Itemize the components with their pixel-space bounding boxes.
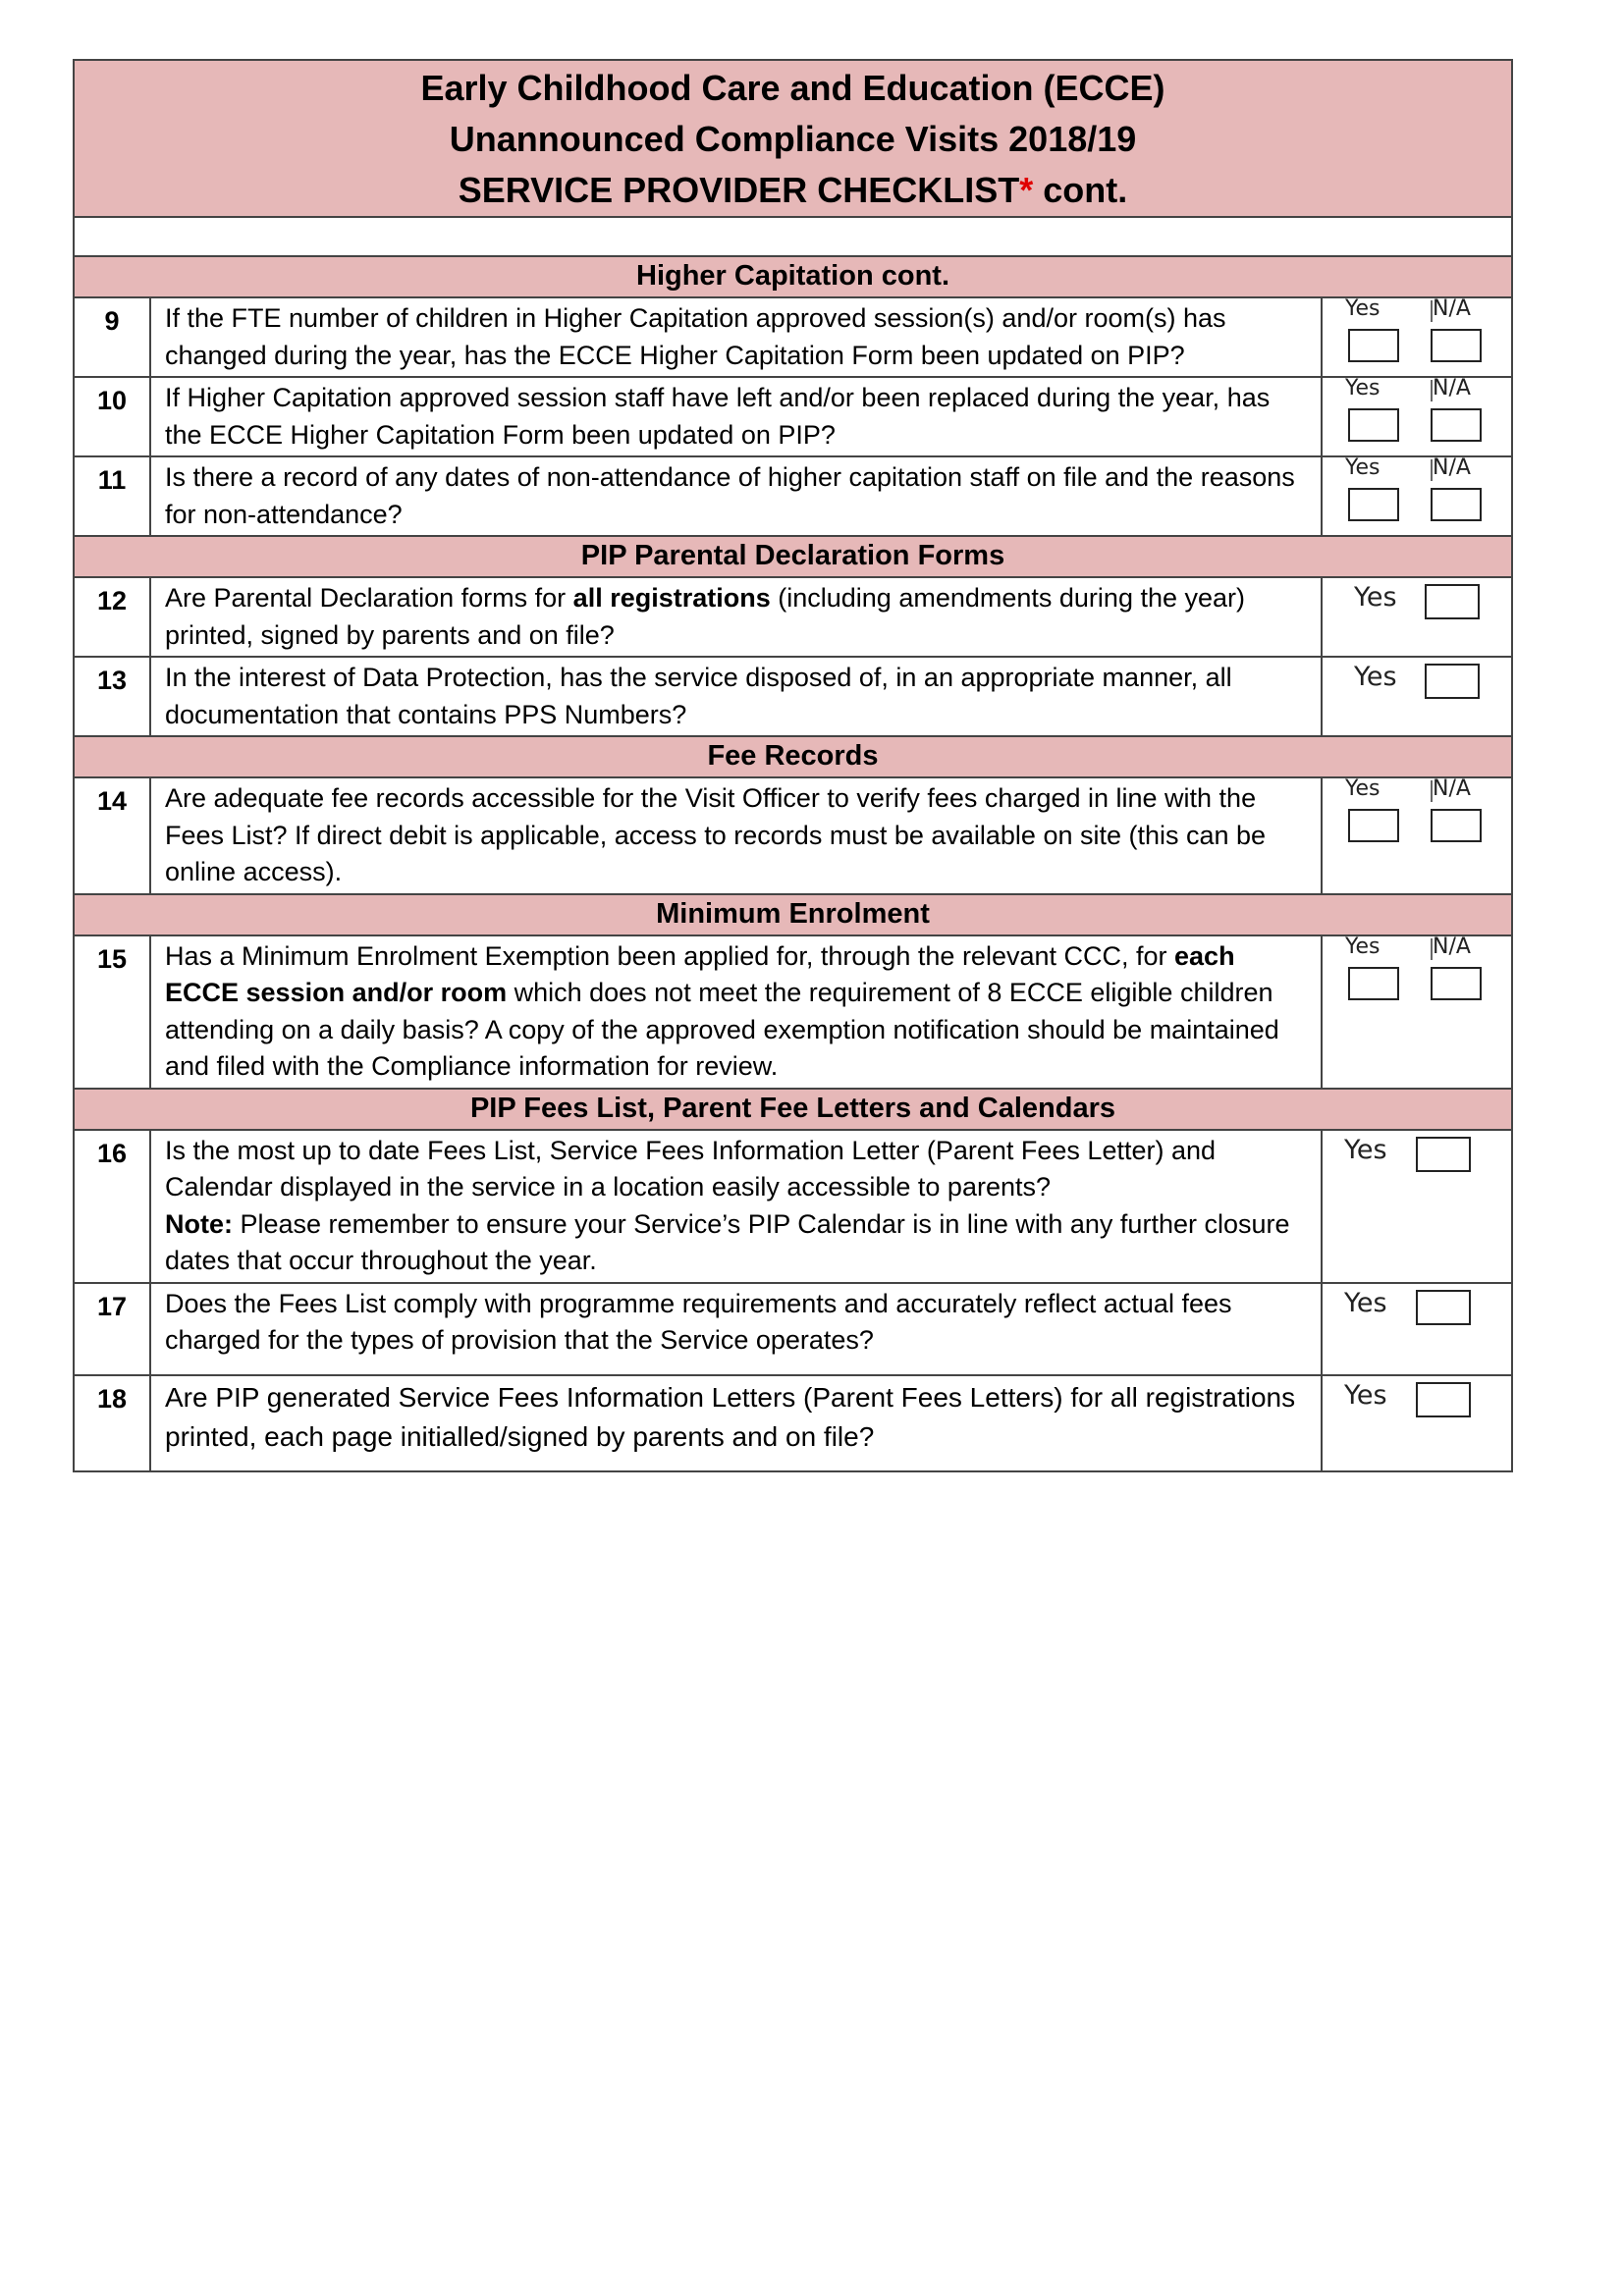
yes-label: Yes: [1345, 455, 1380, 480]
question-row-16: [74, 1130, 1512, 1283]
question-number: 12: [74, 577, 150, 657]
answer-cell: [1322, 657, 1512, 736]
title-row: [74, 60, 1512, 217]
answer-cell: [1322, 577, 1512, 657]
question-text-bold: all registrations: [572, 583, 771, 613]
na-label: N/A: [1433, 776, 1471, 801]
title-line-3-suffix: cont.: [1033, 170, 1128, 210]
answer-cell: [1322, 935, 1512, 1089]
question-text-part: Are Parental Declaration forms for: [165, 583, 573, 613]
yes-label: Yes: [1345, 934, 1380, 959]
question-text: Does the Fees List comply with programme requirements and accurately reflect actual fees charged for the types of provision that the Service operates?: [150, 1283, 1322, 1375]
na-checkbox[interactable]: [1431, 809, 1482, 842]
question-number: 15: [74, 935, 150, 1089]
question-row-14: [74, 777, 1512, 894]
yes-checkbox[interactable]: [1425, 664, 1480, 699]
na-label: N/A: [1433, 455, 1471, 480]
na-checkbox[interactable]: [1431, 329, 1482, 362]
yes-label: Yes: [1345, 296, 1380, 321]
question-text: Is there a record of any dates of non-attendance of higher capitation staff on file and the reasons for non-attendance?: [150, 456, 1322, 536]
yes-label: Yes: [1354, 582, 1397, 613]
title-asterisk: *: [1019, 170, 1034, 210]
question-number: 13: [74, 657, 150, 736]
question-row-15: [74, 935, 1512, 1089]
section-fee-records: Fee Records: [74, 736, 1512, 777]
section-row: [74, 736, 1512, 777]
question-number: 16: [74, 1130, 150, 1283]
yes-checkbox[interactable]: [1425, 584, 1480, 619]
answer-cell: [1322, 377, 1512, 456]
yes-checkbox[interactable]: [1416, 1382, 1471, 1417]
question-row-18: [74, 1375, 1512, 1471]
section-row: [74, 536, 1512, 577]
title-header: [74, 60, 1512, 217]
question-text-part: Has a Minimum Enrolment Exemption been applied for, through the relevant CCC, for: [165, 940, 1175, 971]
title-line-2: Unannounced Compliance Visits 2018/19: [449, 119, 1137, 159]
question-text: [150, 935, 1322, 1089]
section-higher-capitation: Higher Capitation cont.: [74, 256, 1512, 297]
answer-cell: [1322, 456, 1512, 536]
yes-checkbox[interactable]: [1348, 967, 1399, 1000]
answer-cell: [1322, 1375, 1512, 1471]
question-text: Are adequate fee records accessible for the Visit Officer to verify fees charged in line with the Fees List? If direct debit is applicable, access to records must be available on site (this can be online access).: [150, 777, 1322, 894]
section-minimum-enrolment: Minimum Enrolment: [74, 894, 1512, 935]
yes-checkbox[interactable]: [1348, 408, 1399, 442]
question-text-part: which does not meet the requirement of 8 ECCE eligible children attending on a daily basis? A copy of the approved exemption notification should be maintained and filed with the Compliance information for review.: [165, 978, 1279, 1081]
question-text: If the FTE number of children in Higher Capitation approved session(s) and/or room(s) has changed during the year, has the ECCE Higher Capitation Form been updated on PIP?: [150, 297, 1322, 377]
question-text-bold: each ECCE session and/or room: [165, 940, 1235, 1007]
note-text: Please remember to ensure your Service’s PIP Calendar is in line with any further closure dates that occur throughout the year.: [165, 1208, 1290, 1275]
question-number: 9: [74, 297, 150, 377]
title-line-3-main: SERVICE PROVIDER CHECKLIST: [458, 170, 1020, 210]
question-row-11: [74, 456, 1512, 536]
question-text: Are PIP generated Service Fees Information Letters (Parent Fees Letters) for all registrations printed, each page initialled/signed by parents and on file?: [150, 1375, 1322, 1471]
question-text-part: (including amendments during the year) printed, signed by parents and on file?: [165, 583, 1246, 650]
answer-cell: [1322, 1130, 1512, 1283]
na-checkbox[interactable]: [1431, 967, 1482, 1000]
section-row: [74, 894, 1512, 935]
section-pip-parental: PIP Parental Declaration Forms: [74, 536, 1512, 577]
question-row-12: [74, 577, 1512, 657]
na-label: N/A: [1433, 296, 1471, 321]
question-text: [150, 1130, 1322, 1283]
yes-label: Yes: [1344, 1379, 1387, 1411]
question-text: If Higher Capitation approved session staff have left and/or been replaced during the year, has the ECCE Higher Capitation Form been updated on PIP?: [150, 377, 1322, 456]
yes-checkbox[interactable]: [1348, 329, 1399, 362]
answer-cell: [1322, 777, 1512, 894]
question-row-13: [74, 657, 1512, 736]
yes-checkbox[interactable]: [1348, 488, 1399, 521]
answer-cell: [1322, 1283, 1512, 1375]
yes-label: Yes: [1344, 1134, 1387, 1165]
checklist-sheet: [73, 59, 1511, 1472]
question-row-17: [74, 1283, 1512, 1375]
question-text-part: Is the most up to date Fees List, Service Fees Information Letter (Parent Fees Letter) and Calendar displayed in the service in a location easily accessible to parents?: [165, 1135, 1217, 1201]
yes-label: Yes: [1345, 776, 1380, 801]
na-label: N/A: [1433, 376, 1471, 400]
question-number: 14: [74, 777, 150, 894]
question-number: 18: [74, 1375, 150, 1471]
blank-cell: [74, 217, 1512, 256]
yes-checkbox[interactable]: [1348, 809, 1399, 842]
yes-label: Yes: [1354, 662, 1397, 692]
yes-checkbox[interactable]: [1416, 1137, 1471, 1172]
title-line-3: [75, 165, 1511, 216]
section-row: [74, 256, 1512, 297]
yes-label: Yes: [1344, 1287, 1387, 1318]
question-row-10: [74, 377, 1512, 456]
section-row: [74, 1089, 1512, 1130]
question-text: [150, 577, 1322, 657]
yes-label: Yes: [1345, 376, 1380, 400]
answer-cell: [1322, 297, 1512, 377]
question-number: 17: [74, 1283, 150, 1375]
na-checkbox[interactable]: [1431, 488, 1482, 521]
section-pip-fees: PIP Fees List, Parent Fee Letters and Calendars: [74, 1089, 1512, 1130]
note-label: Note:: [165, 1208, 233, 1239]
question-row-9: [74, 297, 1512, 377]
yes-checkbox[interactable]: [1416, 1290, 1471, 1325]
question-number: 11: [74, 456, 150, 536]
na-label: N/A: [1433, 934, 1471, 959]
checklist-table: [73, 59, 1513, 1472]
question-text: In the interest of Data Protection, has the service disposed of, in an appropriate manner, all documentation that contains PPS Numbers?: [150, 657, 1322, 736]
blank-row: [74, 217, 1512, 256]
title-line-1: Early Childhood Care and Education (ECCE): [420, 68, 1165, 108]
question-number: 10: [74, 377, 150, 456]
na-checkbox[interactable]: [1431, 408, 1482, 442]
